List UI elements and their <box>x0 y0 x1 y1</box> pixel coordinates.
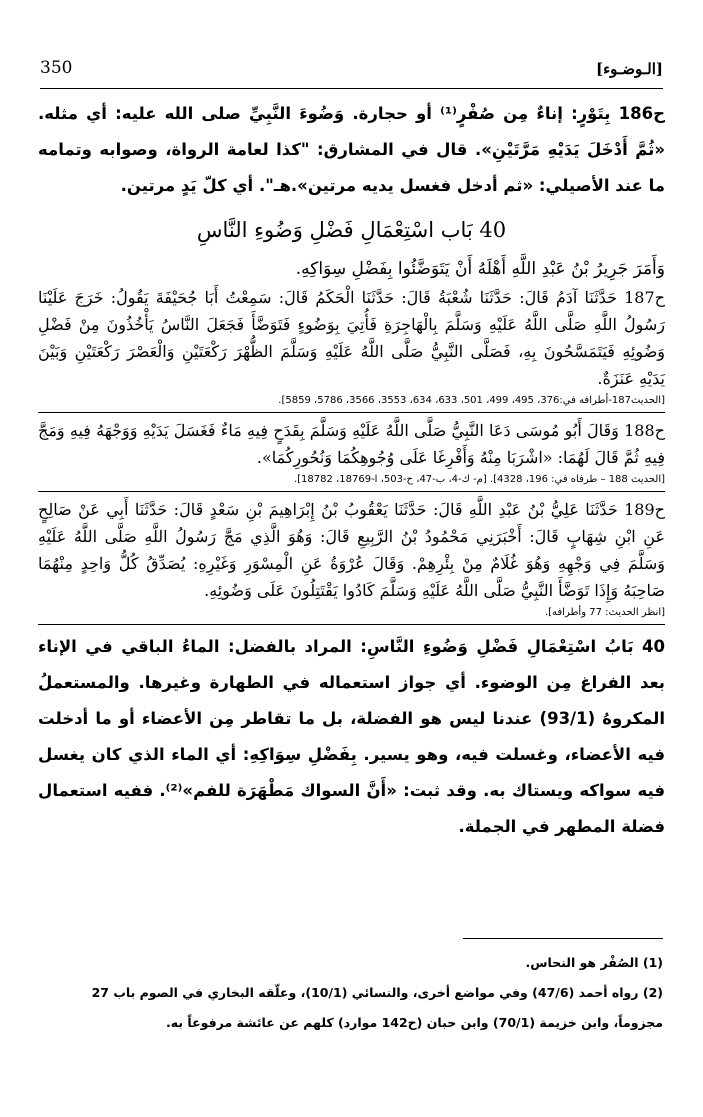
hadith-189-reference: [انظر الحديث: 77 وأطرافه]. <box>544 607 665 618</box>
hadith-189 <box>38 496 665 622</box>
main-text <box>38 96 665 845</box>
footnotes <box>40 948 663 1038</box>
hadith-187-text: ح187 حَدَّثَنَا آدَمُ قَالَ: حَدَّثَنَا شُعْبَةُ قَالَ: حَدَّثَنَا الْحَكَمُ قَالَ: سَمِعْتُ أَبَا جُحَيْفَةَ يَقُولُ: خَرَجَ عَلَيْنَا رَسُولُ اللَّهِ صَلَّى اللَّهُ عَلَيْهِ وَسَلَّمَ بِالْهَاجِرَةِ فَأُتِيَ بِوَضُوءٍ فَتَوَضَّأَ فَجَعَلَ النَّاسُ يَأْخُذُونَ مِنْ فَضْلِ وَضُوئِهِ فَيَتَمَسَّحُونَ بِهِ، فَصَلَّى النَّبِيُّ صَلَّى اللَّهُ عَلَيْهِ وَسَلَّمَ الظُّهْرَ رَكْعَتَيْنِ وَالْعَصْرَ رَكْعَتَيْنِ وَبَيْنَ يَدَيْهِ عَنَزَةٌ. <box>38 288 665 388</box>
divider <box>38 491 665 492</box>
divider <box>38 412 665 413</box>
running-title: [الـوضـوء] <box>595 60 663 78</box>
chapter-heading: 40 بَاب اسْتِعْمَالِ فَضْلِ وَضُوءِ النَّاسِ <box>196 218 507 242</box>
hadith-188 <box>38 417 665 489</box>
footnote-rule <box>463 938 663 939</box>
page-number: 350 <box>40 58 73 78</box>
commentary-chapter-40: 40 بَابُ اسْتِعْمَالِ فَضْلِ وَضُوءِ النَّاسِ: المراد بالفضل: الماءُ الباقي في الإناء بعد الفراغ مِن الوضوء. أي جواز استعماله في الطهارة وغيرها. والمستعملُ المكروهُ (93/1) عندنا ليس هو الفضلة، بل ما تقاطر مِن الأعضاء أو ما أدخلت فيه الأعضاء، وغسلت فيه، وهو يسير. بِفَضْلِ سِوَاكِهِ: أي الماء الذي كان يغسل فيه سواكه ويستاك به. وقد ثبت: «أَنَّ السواك مَطْهَرَة للفم»⁽²⁾. ففيه استعمال فضلة المطهر في الجملة. <box>38 637 665 836</box>
hadith-187-reference: [الحديث187-أطرافه في:376، 495، 499، 501، 633، 634، 3553، 3566، 5786، 5859]. <box>278 395 665 406</box>
page-header <box>40 58 663 88</box>
divider <box>38 624 665 625</box>
header-rule <box>40 88 663 89</box>
hadith-188-reference: [الحديث 188 – طرفاه في: 196، 4328]. [م- ك-4، ب-47، ح-503، ا-18769، 18782]. <box>293 474 665 485</box>
hadith-187 <box>38 284 665 410</box>
footnote-1: (1) الصُفْر هو النحاس. <box>525 955 663 970</box>
footnote-2: (2) رواه أحمد (47/6) وفي مواضع أخرى، والنسائي (10/1)، وعلّقه البخاري في الصوم باب 27 مجزوماً، وابن خزيمة (70/1) وابن حبان (ح142 موارد) كلهم عن عائشة مرفوعاً به. <box>91 985 663 1030</box>
hadith-189-text: ح189 حَدَّثَنَا عَلِيُّ بْنُ عَبْدِ اللَّهِ قَالَ: حَدَّثَنَا يَعْقُوبُ بْنُ إِبْرَاهِيمَ بْنِ سَعْدٍ قَالَ: حَدَّثَنَا أَبِي عَنْ صَالِحٍ عَنِ ابْنِ شِهَابٍ قَالَ: أَخْبَرَنِي مَحْمُودُ بْنُ الرَّبِيعِ قَالَ: وَهُوَ الَّذِي مَجَّ رَسُولُ اللَّهِ صَلَّى اللَّهُ عَلَيْهِ وَسَلَّمَ فِي وَجْهِهِ وَهُوَ غُلَامٌ مِنْ بِئْرِهِمْ. وَقَالَ عُرْوَةُ عَنِ الْمِسْوَرِ وَغَيْرِهِ: يُصَدِّقُ كُلُّ وَاحِدٍ مِنْهُمَا صَاحِبَهُ وَإِذَا تَوَضَّأَ النَّبِيُّ صَلَّى اللَّهُ عَلَيْهِ وَسَلَّمَ كَادُوا يَقْتَتِلُونَ عَلَى وَضُوئِهِ. <box>38 500 665 600</box>
chapter-quote: وَأَمَرَ جَرِيرُ بْنُ عَبْدِ اللَّهِ أَهْلَهُ أَنْ يَتَوَضَّئُوا بِفَضْلِ سِوَاكِهِ. <box>295 259 665 279</box>
commentary-186: ح186 بِتَوْرٍ: إناءٌ مِن صُفْرٍ⁽¹⁾ أو حجارة. وَضُوءَ النَّبِيِّ صلى الله عليه: أي مثله. «ثُمَّ أَدْخَلَ يَدَيْهِ مَرَّتَيْنِ». قال في المشارق: "كذا لعامة الرواة، وصوابه وتمامه ما عند الأصيلي: «ثم أدخل فغسل يديه مرتين».هـ". أي كلّ يَدٍ مرتين. <box>38 104 665 195</box>
hadith-188-text: ح188 وَقَالَ أَبُو مُوسَى دَعَا النَّبِيُّ صَلَّى اللَّهُ عَلَيْهِ وَسَلَّمَ بِقَدَحٍ فِيهِ مَاءٌ فَغَسَلَ يَدَيْهِ وَوَجْهَهُ فِيهِ وَمَجَّ فِيهِ ثُمَّ قَالَ لَهُمَا: «اشْرَبَا مِنْهُ وَأَفْرِغَا عَلَى وُجُوهِكُمَا وَنُحُورِكُمَا». <box>38 421 665 467</box>
